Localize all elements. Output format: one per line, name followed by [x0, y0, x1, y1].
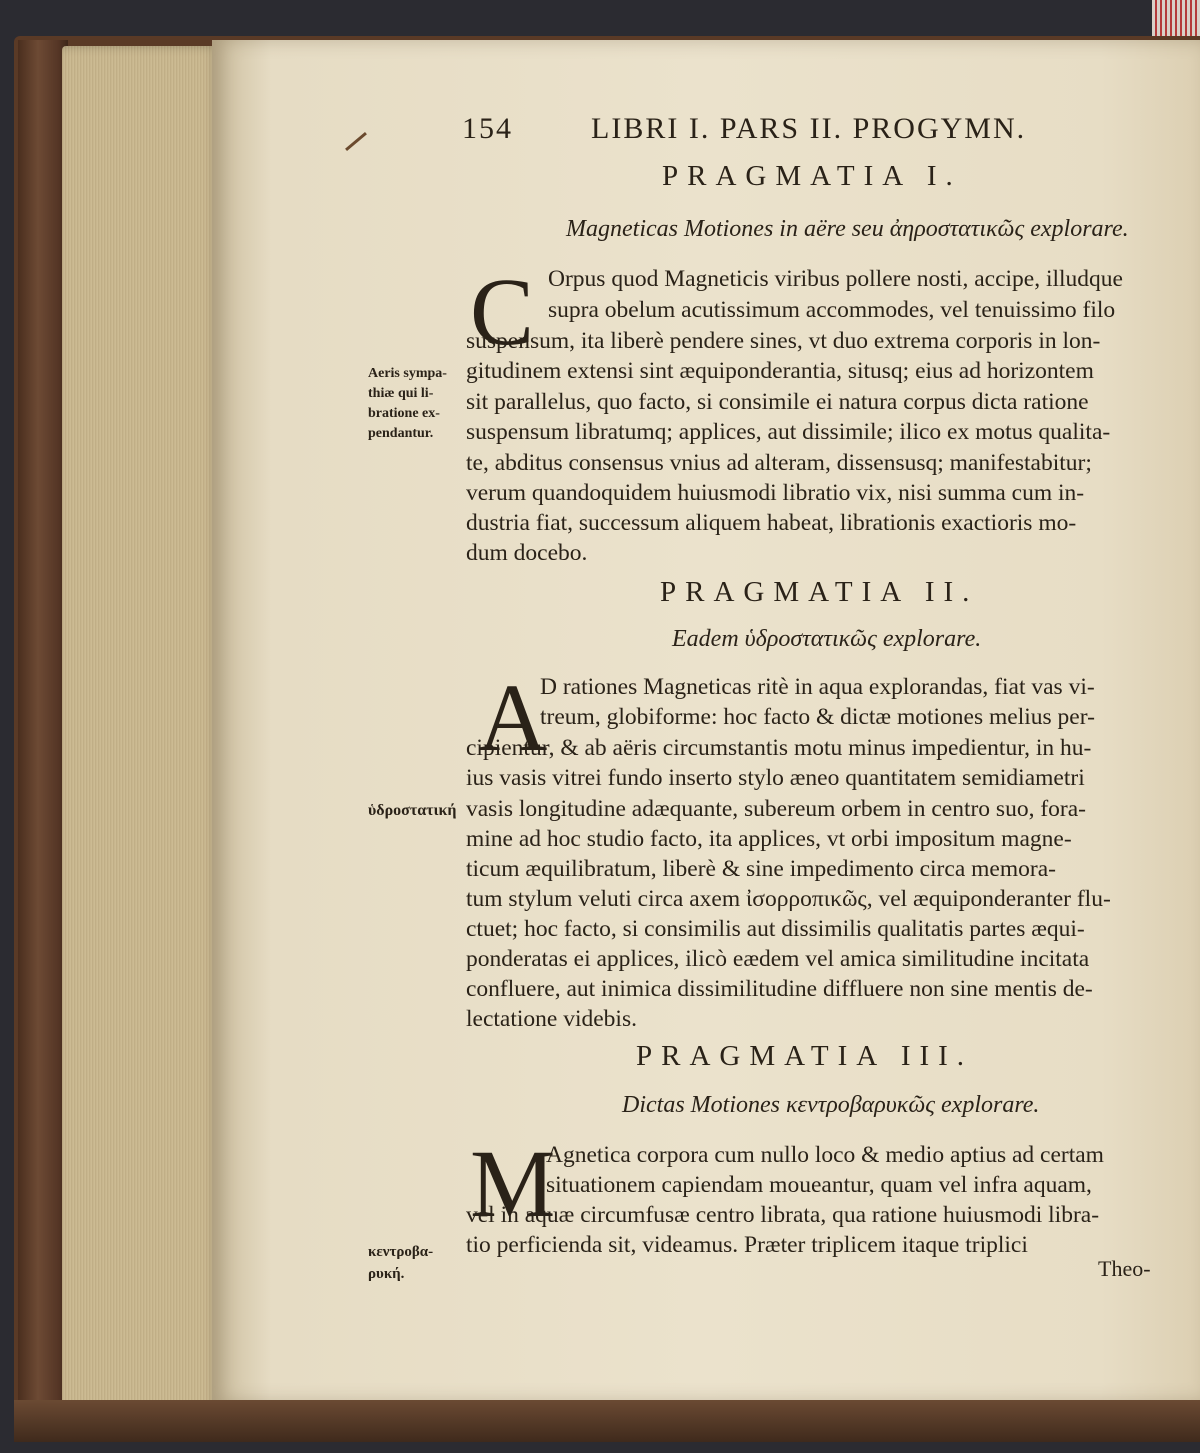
- page-edges: [62, 46, 220, 1416]
- text-line: Orpus quod Magneticis viribus pollere nosti, accipe, illudque: [548, 266, 1123, 292]
- text-line: supra obelum acutissimum accommodes, vel tenuissimo filo: [548, 297, 1116, 323]
- text-line: suspensum libratumq; applices, aut dissimile; ilico ex motus qualita-: [466, 419, 1111, 445]
- text-line: D rationes Magneticas ritè in aqua explorandas, fiat vas vi-: [540, 674, 1095, 700]
- section-subtitle-3: Dictas Motiones κεντροβαρυκῶς explorare.: [622, 1092, 1040, 1118]
- drop-cap-3: M: [470, 1130, 556, 1237]
- text-line: tum stylum veluti circa axem ἰσορροπικῶς, vel æquiponderanter flu-: [466, 886, 1111, 912]
- text-line: treum, globiforme: hoc facto & dictæ motiones melius per-: [540, 704, 1095, 730]
- book-bottom-edge: [14, 1400, 1200, 1442]
- text-line: sit parallelus, quo facto, si consimile ei natura corpus dicta ratione: [466, 389, 1089, 415]
- text-line: dustria fiat, successum aliquem habeat, librationis exactioris mo-: [466, 510, 1077, 536]
- drop-cap-2: A: [478, 664, 548, 771]
- page-number: 154: [462, 112, 513, 145]
- margin-note-line: κεντροβα-: [368, 1244, 434, 1260]
- text-line: suspensum, ita liberè pendere sines, vt duo extrema corporis in lon-: [466, 328, 1101, 354]
- text-line: vasis longitudine adæquante, subereum orbem in centro suo, fora-: [466, 796, 1086, 822]
- text-line: cipientur, & ab aëris circumstantis motu minus impedientur, in hu-: [466, 735, 1092, 761]
- section-subtitle-2: Eadem ὑδροστατικῶς explorare.: [672, 626, 982, 652]
- book-spine: [18, 40, 68, 1435]
- corner-binding: [1152, 0, 1200, 36]
- catchword: Theo-: [1098, 1256, 1151, 1281]
- text-line: confluere, aut inimica dissimilitudine diffluere non sine mentis de-: [466, 976, 1093, 1002]
- text-line: situationem capiendam moueantur, quam vel infra aquam,: [546, 1172, 1092, 1198]
- section-heading-1: PRAGMATIA I.: [662, 160, 962, 192]
- running-head-title: LIBRI I. PARS II. PROGYMN.: [591, 112, 1027, 145]
- text-line: ticum æquilibratum, liberè & sine impedimento circa memora-: [466, 856, 1056, 882]
- section-heading-3: PRAGMATIA III.: [636, 1040, 974, 1072]
- text-line: mine ad hoc studio facto, ita applices, vt orbi impositum magne-: [466, 826, 1072, 852]
- text-line: lectatione videbis.: [466, 1006, 637, 1032]
- margin-note-line: pendantur.: [368, 426, 434, 441]
- margin-note-line: Aeris sympa-: [368, 366, 447, 381]
- text-line: verum quandoquidem huiusmodi libratio vix, nisi summa cum in-: [466, 480, 1085, 506]
- text-line: tio perficienda sit, videamus. Præter triplicem itaque triplici: [466, 1232, 1028, 1258]
- text-line: ctuet; hoc facto, si consimilis aut dissimilis qualitatis partes æqui-: [466, 916, 1085, 942]
- text-line: ponderatas ei applices, ilicò eædem vel amica similitudine incitata: [466, 946, 1090, 972]
- drop-cap-1: C: [470, 258, 535, 365]
- margin-note-line: ρυκή.: [368, 1266, 405, 1282]
- section-subtitle-1: Magneticas Motiones in aëre seu ἀηροστατικῶς explorare.: [566, 216, 1129, 242]
- text-line: Agnetica corpora cum nullo loco & medio aptius ad certam: [546, 1142, 1104, 1168]
- running-head: [462, 112, 1026, 146]
- text-line: dum docebo.: [466, 540, 588, 566]
- section-heading-2: PRAGMATIA II.: [660, 576, 979, 608]
- text-line: ius vasis vitrei fundo inserto stylo æneo quantitatem semidiametri: [466, 765, 1085, 791]
- margin-note-line: ὑδροστατική: [368, 802, 457, 819]
- text-line: gitudinem extensi sint æquiponderantia, situsq; eius ad horizontem: [466, 358, 1094, 384]
- text-line: te, abditus consensus vnius ad alteram, dissensusq; manifestabitur;: [466, 450, 1092, 476]
- margin-note-line: thiæ qui li-: [368, 386, 434, 401]
- margin-note-line: bratione ex-: [368, 406, 440, 421]
- text-line: vel in aquæ circumfusæ centro librata, qua ratione huiusmodi libra-: [466, 1202, 1100, 1228]
